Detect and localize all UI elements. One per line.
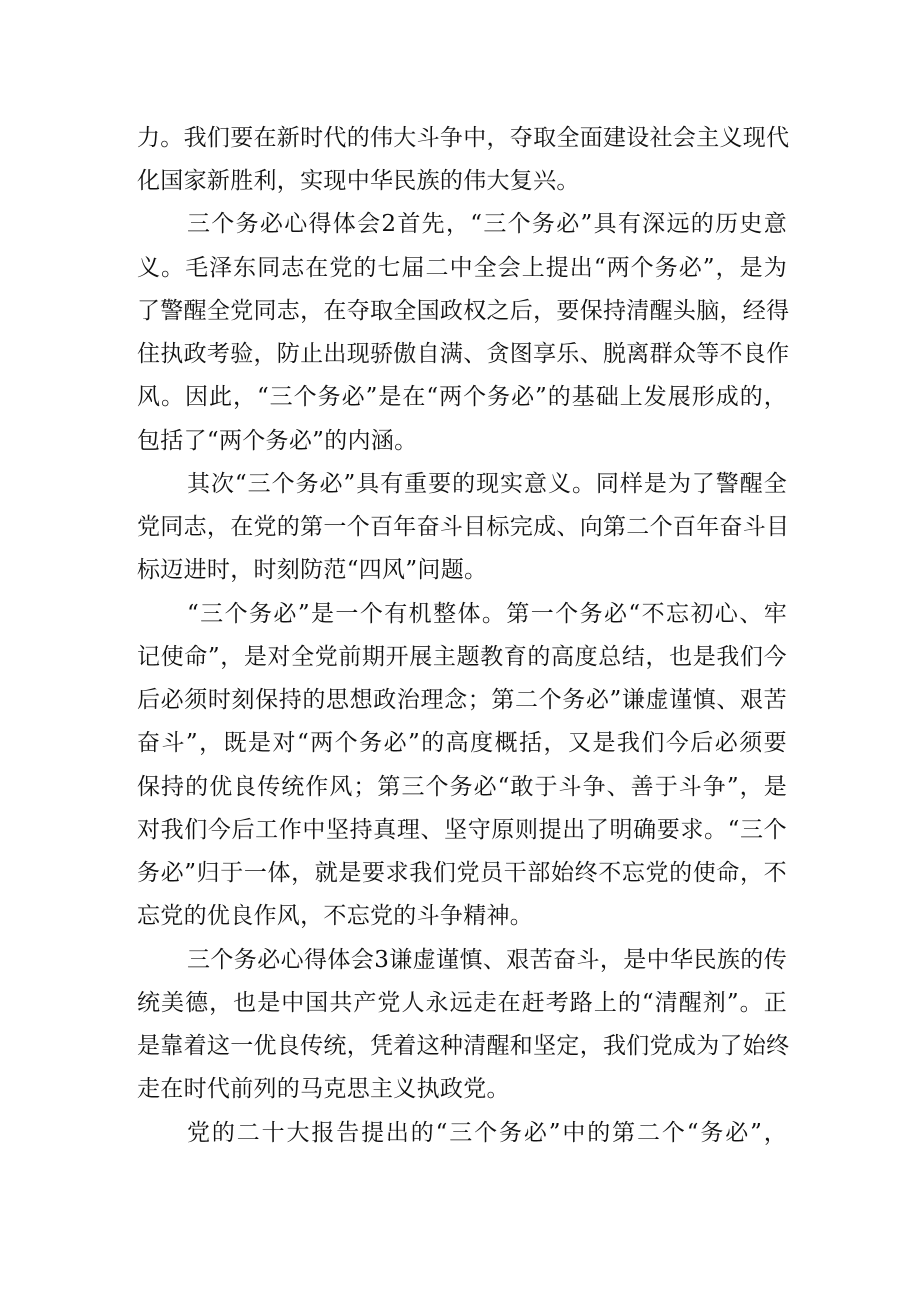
text-line: 对我们今后工作中坚持真理、坚守原则提出了明确要求。“三个 bbox=[137, 817, 787, 843]
text-line: 力。我们要在新时代的伟大斗争中，夺取全面建设社会主义现代 bbox=[137, 125, 790, 151]
text-line: 奋斗”，既是对“两个务必”的高度概括，又是我们今后必须要 bbox=[137, 730, 787, 756]
text-line: 标迈进时，时刻防范“四风”问题。 bbox=[137, 557, 488, 583]
text-line: 党同志，在党的第一个百年奋斗目标完成、向第二个百年奋斗目 bbox=[137, 514, 790, 540]
paragraph-start-line: 三个务必心得体会3谦虚谨慎、艰苦奋斗，是中华民族的传 bbox=[187, 947, 787, 973]
text-line: 化国家新胜利，实现中华民族的伟大复兴。 bbox=[137, 168, 580, 194]
paragraph-start-line: 党的二十大报告提出的“三个务必”中的第二个“务必”， bbox=[187, 1120, 787, 1146]
text-line: 是靠着这一优良传统，凭着这种清醒和坚定，我们党成为了始终 bbox=[137, 1033, 790, 1059]
text-line: 忘党的优良作风，不忘党的斗争精神。 bbox=[137, 903, 534, 929]
text-line: 风。因此，“三个务必”是在“两个务必”的基础上发展形成的， bbox=[137, 384, 787, 410]
text-line: 住执政考验，防止出现骄傲自满、贪图享乐、脱离群众等不良作 bbox=[137, 341, 790, 367]
text-line: 后必须时刻保持的思想政治理念；第二个务必”谦虚谨慎、艰苦 bbox=[137, 687, 787, 713]
text-line: 统美德，也是中国共产党人永远走在赶考路上的“清醒剂”。正 bbox=[137, 990, 787, 1016]
text-line: 了警醒全党同志，在夺取全国政权之后，要保持清醒头脑，经得 bbox=[137, 298, 790, 324]
text-line: 保持的优良传统作风；第三个务必“敢于斗争、善于斗争”，是 bbox=[137, 774, 787, 800]
text-line: 走在时代前列的马克思主义执政党。 bbox=[137, 1076, 510, 1102]
text-line: 务必”归于一体，就是要求我们党员干部始终不忘党的使命，不 bbox=[137, 860, 787, 886]
paragraph-start-line: “三个务必”是一个有机整体。第一个务必“不忘初心、牢 bbox=[187, 601, 787, 627]
text-line: 义。毛泽东同志在党的七届二中全会上提出“两个务必”，是为 bbox=[137, 255, 787, 281]
paragraph-start-line: 其次“三个务必”具有重要的现实意义。同样是为了警醒全 bbox=[187, 471, 787, 497]
text-line: 包括了“两个务必”的内涵。 bbox=[137, 428, 418, 454]
paragraph-start-line: 三个务必心得体会2首先，“三个务必”具有深远的历史意 bbox=[187, 211, 787, 237]
text-line: 记使命”，是对全党前期开展主题教育的高度总结，也是我们今 bbox=[137, 644, 787, 670]
